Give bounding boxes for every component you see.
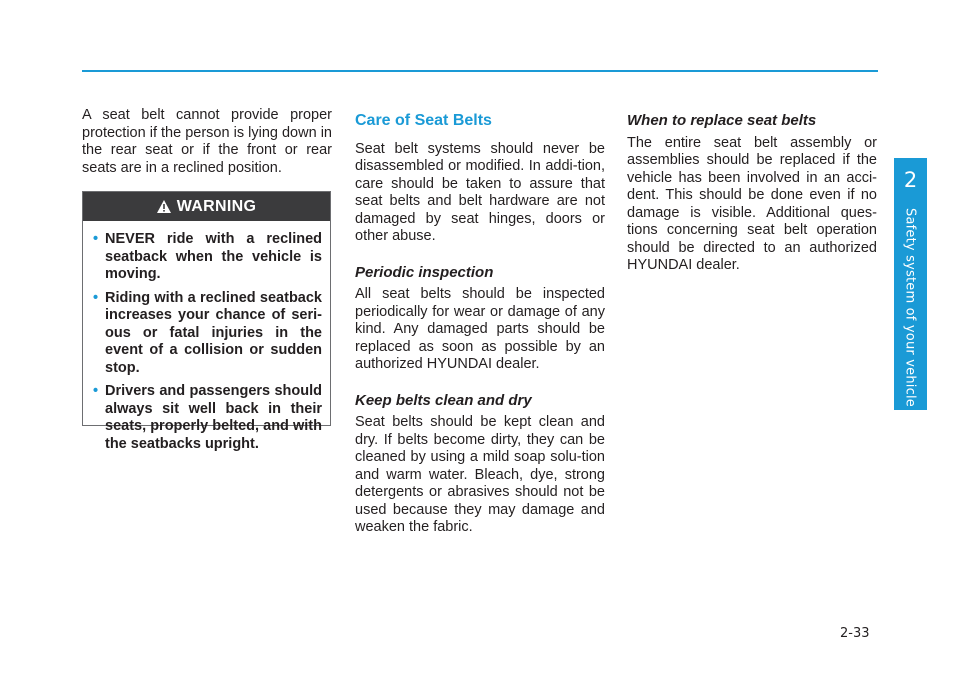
- chapter-number: 2: [903, 168, 918, 192]
- section-heading: Care of Seat Belts: [355, 112, 492, 129]
- seat-belt-intro: A seat belt cannot provide proper protection if the person is lying down in the rear seat or if the front or rear seats are in a reclined position.: [82, 107, 332, 176]
- page-number: 2-33: [840, 626, 870, 641]
- clean-text: Seat belts should be kept clean and dry. If belts become dirty, they can be cleaned by using a mild soap solu-tion and warm water. Bleach, dye, strong detergents or abrasives should not be used because they may damage and weaken the fabric.: [355, 414, 605, 535]
- warning-icon: [157, 200, 171, 213]
- warning-list: [83, 231, 330, 453]
- chapter-tab: [894, 158, 927, 410]
- warning-box: [82, 191, 331, 452]
- care-intro: Seat belt systems should never be disassembled or modified. In addi-tion, care should be taken to assure that seat belts and belt hardware are not damaged by seat hinges, doors or other abuse.: [355, 140, 605, 244]
- warning-title: WARNING: [176, 197, 257, 215]
- bullet-icon: •: [93, 231, 99, 247]
- replace-heading: When to replace seat belts: [627, 112, 817, 129]
- column-right: [627, 112, 877, 275]
- warning-item-text: Drivers and passengers should always sit well back in their seats, properly belted, and with the seatbacks upright.: [105, 383, 322, 452]
- warning-header: [83, 192, 330, 221]
- bullet-icon: •: [93, 383, 99, 399]
- chapter-title-wrapper: [894, 208, 927, 407]
- chapter-title: Safety system of your vehicle: [902, 208, 918, 407]
- column-left: [82, 107, 332, 177]
- periodic-text: All seat belts should be inspected periodically for wear or damage of any kind. Any damaged parts should be replaced as soon as possible by an authorized HYUNDAI dealer.: [355, 286, 605, 372]
- replace-text: The entire seat belt assembly or assemblies should be replaced if the vehicle has been involved in an acci-dent. This should be done even if no damage is visible. Additional ques-tions concerning seat belt operation should be directed to an authorized HYUNDAI dealer.: [627, 134, 877, 273]
- warning-item-text: NEVER ride with a reclined seatback when the vehicle is moving.: [105, 231, 322, 282]
- header-rule: [82, 70, 878, 72]
- clean-heading: Keep belts clean and dry: [355, 391, 532, 409]
- warning-item-text: Riding with a reclined seatback increases your chance of seri-ous or fatal injuries in the event of a collision or sudden stop.: [105, 289, 322, 376]
- bullet-icon: •: [93, 289, 99, 306]
- periodic-heading: Periodic inspection: [355, 263, 494, 281]
- column-middle: [355, 112, 605, 537]
- warning-item: [93, 290, 322, 378]
- warning-item: [93, 231, 322, 284]
- warning-item: [93, 383, 322, 453]
